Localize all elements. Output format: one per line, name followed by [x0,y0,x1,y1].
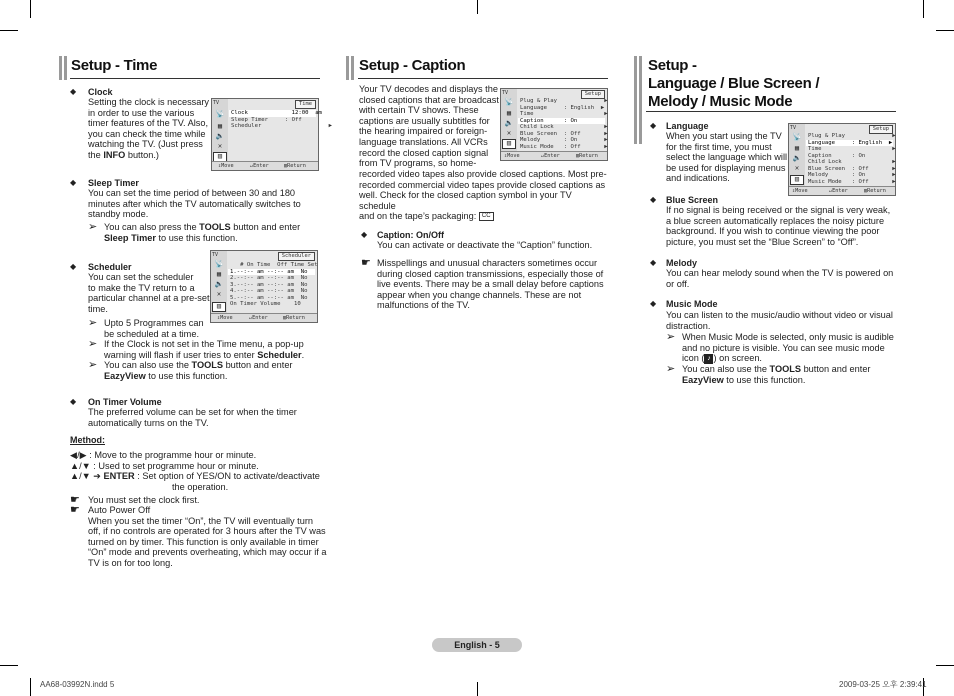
crop-mark [0,30,18,31]
menu-row: Melody : On ▶ [808,172,896,178]
tip: ☛ Auto Power Off When you set the timer “On”, the TV will eventually turn off, if no controls are operated for 3 hours after the TV was turned on by timer. This function is only available in timer “On” mode and prevents overheating, which may occur if a TV is on for too long. [70,504,327,568]
clock-text: Setting the clock is necessary in order to use the various timer features of the TV. Also, you can check the time while watching the TV. (Just press the INFO button.) [88,97,210,160]
picture-icon: ▦ [217,122,223,130]
blue-screen-text: If no signal is being received or the signal is very weak, a blue screen automatically replaces the noisy picture background. If you wish to continue viewing the poor picture, you must set the “Blue Screen” to “Off”. [666,205,891,247]
antenna-icon: 📡 [214,260,224,268]
setup-icon: ▥ [213,152,227,162]
menu-row: On Timer Volume 10 [230,301,301,307]
section-title-caption: Setup - Caption [359,57,466,74]
title-bar [64,56,67,80]
antenna-icon: 📡 [504,98,514,106]
scheduler-heading: Scheduler [88,262,132,272]
bullet-icon: ◆ [70,397,77,406]
tip: ☛ You must set the clock first. [70,494,200,506]
menu-row: 4.--:-- am --:-- am No [230,288,308,294]
on-timer-text: The preferred volume can be set for when the timer automatically turns on the TV. [88,407,297,428]
title-bar [639,56,642,144]
title-rule [70,78,320,79]
note: ➢ If the Clock is not set in the Time menu, a pop-up warning will flash if user tries to enter Scheduler. [88,338,305,360]
menu-row: 5.--:-- am --:-- am No [230,294,308,301]
bullet-icon: ◆ [650,121,657,130]
channel-icon: ✕ [506,129,512,137]
channel-icon: ✕ [217,142,223,150]
on-timer-heading: On Timer Volume [88,397,162,407]
note-arrow-icon: ➢ [88,359,98,371]
bullet-icon: ◆ [70,262,77,271]
menu-tab-label: Scheduler [278,252,315,261]
sound-icon: 🔈 [214,280,224,288]
music-mode-icon: ♪ [704,354,713,364]
crop-mark [477,682,478,696]
tv-menu-setup: TV Setup 📡 ▦ 🔈 ✕ ▥ Plug & Play ▶ Language : English ▶ Time ▶ Caption : On Child Lock ▶ Blue Screen : Off ▶ Melody : On ▶ Music Mode : Off ▶ ⇕ Move ↵ Enter ▥ Return [502,90,608,159]
bullet-icon: ◆ [361,230,368,239]
music-mode-heading: Music Mode [666,299,718,309]
note-arrow-icon: ➢ [88,221,98,233]
tv-menu-scheduler: TV Scheduler 📡 ▦ 🔈 ✕ ▥ # On Time Off Time Set 1.--:-- am --:-- am No 2.--:-- am --:-- am No 3.--:-- am --:-- am No 4.--:-- am --:-- am No 5.--:-- am --:-- am No On Timer Volume 10 ⇕ Move ↵ Enter ▥ Return [212,252,318,321]
title-bar [346,56,349,80]
menu-row: Plug & Play ▶ [520,98,608,104]
crop-mark [936,665,954,666]
menu-row: 1.--:-- am --:-- am No [228,269,315,276]
bullet-icon: ◆ [650,195,657,204]
channel-icon: ✕ [794,164,800,172]
note: ➢ You can also press the TOOLS button and enter Sleep Timer to use this function. [88,221,301,243]
note-arrow-icon: ➢ [88,317,98,329]
note: ➢ You can also use the TOOLS button and enter EazyView to use this function. [666,363,871,385]
crop-mark [30,0,31,18]
print-stamp: 2009-03-25 오후 2:39:41 [839,680,927,689]
note: ➢ When Music Mode is selected, only music is audible and no picture is visible. You can see music mode icon ( ♪ ) on screen. [666,331,894,364]
menu-row: Child Lock ▶ [808,159,896,165]
menu-row: Blue Screen : Off ▶ [808,165,896,172]
antenna-icon: 📡 [215,110,225,118]
pointing-hand-icon: ☛ [361,257,371,269]
bullet-icon: ◆ [70,178,77,187]
menu-tab-label: Time [295,100,316,109]
menu-row: Music Mode : Off ▶ [520,143,608,150]
picture-icon: ▦ [216,270,222,278]
sound-icon: 🔈 [215,132,225,140]
setup-icon: ▥ [502,139,516,149]
menu-row: Music Mode : Off ▶ [808,178,896,185]
crop-mark [477,0,478,14]
picture-icon: ▦ [506,109,512,117]
title-bar [59,56,62,80]
menu-row: 2.--:-- am --:-- am No [230,275,308,281]
page-number-badge: English - 5 [432,638,522,652]
title-bar [351,56,354,80]
menu-row: Plug & Play ▶ [808,133,896,139]
menu-row: Blue Screen : Off ▶ [520,130,608,137]
method-lines: ◀/▶ : Move to the programme hour or minute. ▲/▼ : Used to set programme hour or minute. ▲/▼ ➔ ENTER : Set option of YES/ON to activate/deactivate the operation. [70,450,320,492]
sound-icon: 🔈 [504,119,514,127]
menu-tab-label: Setup [869,125,893,134]
setup-icon: ▥ [212,302,226,312]
melody-heading: Melody [666,258,698,268]
pointing-hand-icon: ☛ [70,504,80,516]
menu-row: 3.--:-- am --:-- am No [230,281,308,288]
title-rule [646,111,896,112]
crop-mark [923,0,924,18]
menu-row: Caption : On [808,152,866,159]
bullet-icon: ◆ [70,87,77,96]
note: ➢ You can also use the TOOLS button and enter EazyView to use this function. [88,359,293,381]
menu-row: Child Lock ▶ [520,124,608,130]
menu-row: Time ▶ [808,146,896,152]
tv-menu-time: TV Time 📡 ▦ 🔈 ✕ ▥ Clock 12:00 am Sleep Timer : Off Scheduler ▶ ⇕ Move ↵ Enter ▥ Return [213,100,333,169]
antenna-icon: 📡 [792,133,802,141]
language-text: When you start using the TV for the first time, you must select the language which will be used for displaying menus and indications. [666,131,788,184]
menu-row: Language : English ▶ [808,139,893,146]
cc-symbol-icon: CC [479,212,494,221]
tip: ☛ Misspellings and unusual characters sometimes occur during closed caption transmissions, especially those of live events. There may be a small delay before captions appear when you change channels. These are not malfunctions of the TV. [361,257,604,311]
menu-row: Sleep Timer : Off [231,116,302,123]
sleep-heading: Sleep Timer [88,178,139,188]
crop-mark [0,665,18,666]
caption-onoff-text: You can activate or deactivate the “Caption” function. [377,240,593,250]
language-heading: Language [666,121,709,131]
menu-tab-label: Setup [581,90,605,99]
caption-intro: Your TV decodes and displays the closed captions that are broadcast with certain TV shows. These captions are usually subtitles for the hearing impaired or foreign- language translations. All VCRs record the closed caption signal from TV programs, so home- [359,84,499,169]
pointing-hand-icon: ☛ [70,494,80,506]
melody-text: You can hear melody sound when the TV is powered on or off. [666,268,894,289]
crop-mark [30,678,31,696]
scheduler-text: You can set the scheduler to make the TV return to a particular channel at a pre-set time. [88,272,210,314]
crop-mark [936,30,954,31]
blue-screen-heading: Blue Screen [666,195,719,205]
setup-icon: ▥ [790,175,804,185]
channel-icon: ✕ [216,290,222,298]
menu-row: Melody : On ▶ [520,137,608,143]
sound-icon: 🔈 [792,154,802,162]
picture-icon: ▦ [794,144,800,152]
bullet-icon: ◆ [650,299,657,308]
menu-row: # On Time Off Time Set [230,262,318,268]
sleep-text: You can set the time period of between 30 and 180 minutes after which the TV automatically switches to standby mode. [88,188,301,220]
menu-row: Language : English ▶ [520,104,605,111]
music-mode-text: You can listen to the music/audio without video or visual distraction. [666,310,893,331]
caption-intro-wide: recorded video tapes also provide closed captions. Most pre- recorded commercial video tapes provide closed captions as well. Check for the closed caption symbol in your TV schedule and on the tape’s packaging: CC [359,169,607,222]
note-arrow-icon: ➢ [88,338,98,350]
tv-menu-setup: TV Setup 📡 ▦ 🔈 ✕ ▥ Plug & Play ▶ Language : English ▶ Time ▶ Caption : On Child Lock ▶ Blue Screen : Off ▶ Melody : On ▶ Music Mode : Off ▶ ⇕ Move ↵ Enter ▥ Return [790,125,896,194]
note-arrow-icon: ➢ [666,363,676,375]
note-arrow-icon: ➢ [666,331,676,343]
section-title-time: Setup - Time [71,57,158,74]
bullet-icon: ◆ [650,258,657,267]
caption-onoff-heading: Caption: On/Off [377,230,444,240]
menu-row: Time ▶ [520,111,608,117]
clock-heading: Clock [88,87,113,97]
title-rule [358,78,608,79]
menu-row: Clock 12:00 am [231,110,322,116]
title-bar [634,56,637,144]
menu-row: Scheduler ▶ [231,123,333,129]
method-heading: Method: [70,435,105,445]
section-title-language: Setup - Language / Blue Screen / Melody / Music Mode [648,57,820,110]
file-name: AA68-03992N.indd 5 [40,680,115,689]
note: ➢ Upto 5 Programmes can be scheduled at a time. [88,317,204,339]
menu-row: Caption : On [518,118,605,125]
